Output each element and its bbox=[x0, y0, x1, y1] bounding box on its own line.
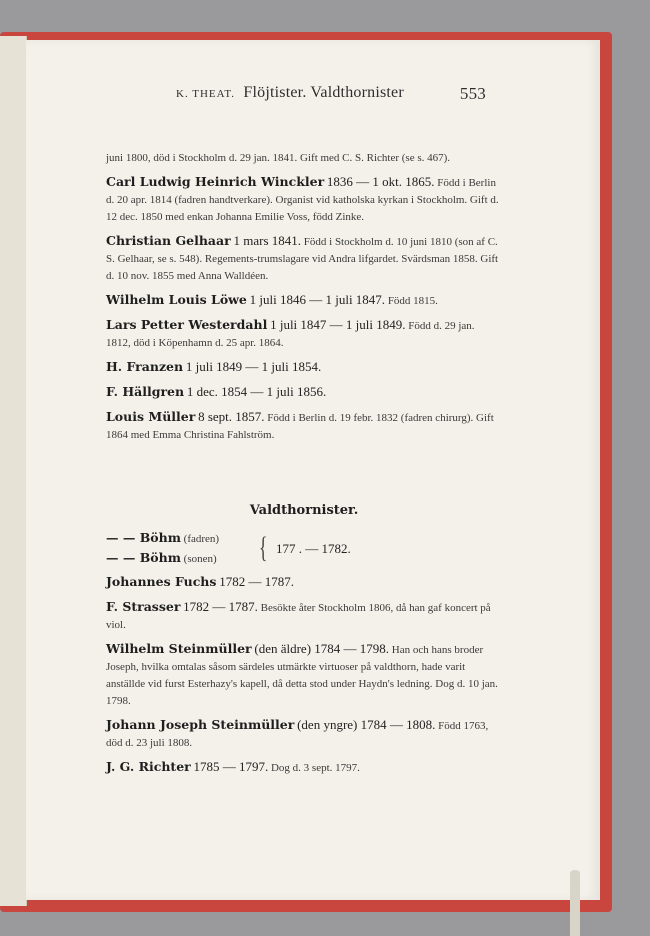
list-item bbox=[106, 173, 502, 226]
list-item bbox=[106, 573, 502, 592]
entry-text: Han och hans broder Joseph, hvilka omtalas såsom särdeles utmärkte virtuoser på valdthorn, hade varit anställde vid furst Esterhazy's kapell, då detta stod under Haydn's ledning. Dog d. 10 jan. 1798. bbox=[106, 644, 498, 707]
entry-dates: (den yngre) 1784 — 1808. bbox=[297, 717, 436, 732]
list-item bbox=[106, 291, 502, 310]
list-item bbox=[106, 408, 502, 444]
entry-text: Född i Berlin d. 19 febr. 1832 (fadren chirurg). Gift 1864 med Emma Christina Fahlström. bbox=[106, 412, 494, 441]
entry-text: Dog d. 3 sept. 1797. bbox=[270, 762, 360, 774]
entry-name: Louis Müller bbox=[106, 409, 196, 424]
bookmark-ribbon bbox=[570, 870, 580, 936]
entry-name: Wilhelm Louis Löwe bbox=[106, 292, 247, 307]
entry-name: Johann Joseph Steinmüller bbox=[106, 717, 295, 732]
running-head-prefix: K. THEAT. bbox=[176, 88, 236, 100]
entry-name: Carl Ludwig Heinrich Winckler bbox=[106, 174, 325, 189]
entry-dates: 8 sept. 1857. bbox=[198, 409, 265, 424]
entry-text: Född i Berlin d. 20 apr. 1814 (fadren handtverkare). Organist vid katholska kyrkan i Stockholm. Gift d. 12 dec. 1850 med enkan Johanna Emilie Voss, född Zinke. bbox=[106, 177, 499, 223]
entry-dates: 1 juli 1847 — 1 juli 1849. bbox=[270, 317, 406, 332]
entry-text: juni 1800, död i Stockholm d. 29 jan. 1841. Gift med C. S. Richter (se s. 467). bbox=[106, 152, 451, 164]
entry-name: Johannes Fuchs bbox=[106, 574, 217, 589]
entry-name: H. Franzen bbox=[106, 359, 184, 374]
entry-text: Född 1763, död d. 23 juli 1808. bbox=[106, 720, 489, 749]
running-head bbox=[176, 84, 486, 110]
page-number: 553 bbox=[459, 84, 486, 103]
entry-dates: 1782 — 1787. bbox=[183, 599, 258, 614]
entry-dates: 1 mars 1841. bbox=[233, 233, 302, 248]
page-body bbox=[106, 148, 502, 777]
list-item bbox=[106, 316, 502, 352]
section-title: Valdthornister. bbox=[249, 503, 359, 518]
entry-text: Besökte åter Stockholm 1806, då han gaf koncert på viol. bbox=[106, 602, 491, 631]
entry-name: Lars Petter Westerdahl bbox=[106, 317, 268, 332]
bohm-entry bbox=[106, 529, 502, 569]
entry-dates: 1782 — 1787. bbox=[219, 574, 294, 589]
running-head-section: Flöjtister. Valdthornister bbox=[243, 84, 404, 101]
list-item bbox=[106, 716, 502, 752]
list-item bbox=[106, 640, 502, 710]
bohm-son-line: — — Böhm (sonen) bbox=[106, 550, 217, 565]
facing-page-edge bbox=[0, 36, 27, 906]
entry-text: Född 1815. bbox=[387, 295, 438, 307]
bohm-father-line: — — Böhm (fadren) bbox=[106, 530, 220, 545]
list-item bbox=[106, 358, 502, 377]
entry-name: F. Hällgren bbox=[106, 384, 185, 399]
entry-dates: 1785 — 1797. bbox=[193, 759, 269, 774]
bohm-years: 177 . — 1782. bbox=[276, 541, 351, 556]
entry-name: F. Strasser bbox=[106, 599, 181, 614]
entry-dates: 1 dec. 1854 — 1 juli 1856. bbox=[186, 384, 327, 399]
entry-name: Wilhelm Steinmüller bbox=[106, 641, 252, 656]
entry-text: Född i Stockholm d. 10 juni 1810 (son af C. S. Gelhaar, se s. 548). Regements-trumslagare vid Andra lifgardet. Svärdsman 1858. Gift d. 10 nov. 1855 med Anna Walldéen. bbox=[106, 236, 499, 282]
list-item bbox=[106, 148, 502, 167]
entry-dates: (den äldre) 1784 — 1798. bbox=[254, 641, 390, 656]
entry-dates: 1 juli 1846 — 1 juli 1847. bbox=[249, 292, 386, 307]
list-item bbox=[106, 598, 502, 634]
entry-dates: 1 juli 1849 — 1 juli 1854. bbox=[185, 359, 322, 374]
list-item bbox=[106, 232, 502, 285]
entry-text: Född d. 29 jan. 1812, död i Köpenhamn d. 25 apr. 1864. bbox=[106, 320, 475, 349]
list-item bbox=[106, 758, 502, 777]
entry-list-flutists bbox=[106, 148, 502, 444]
list-item bbox=[106, 383, 502, 402]
entry-dates: 1836 — 1 okt. 1865. bbox=[326, 174, 435, 189]
entry-name: J. G. Richter bbox=[106, 759, 191, 774]
entry-list-hornists bbox=[106, 573, 502, 777]
brace-glyph: { bbox=[258, 531, 268, 564]
entry-name: Christian Gelhaar bbox=[106, 233, 231, 248]
